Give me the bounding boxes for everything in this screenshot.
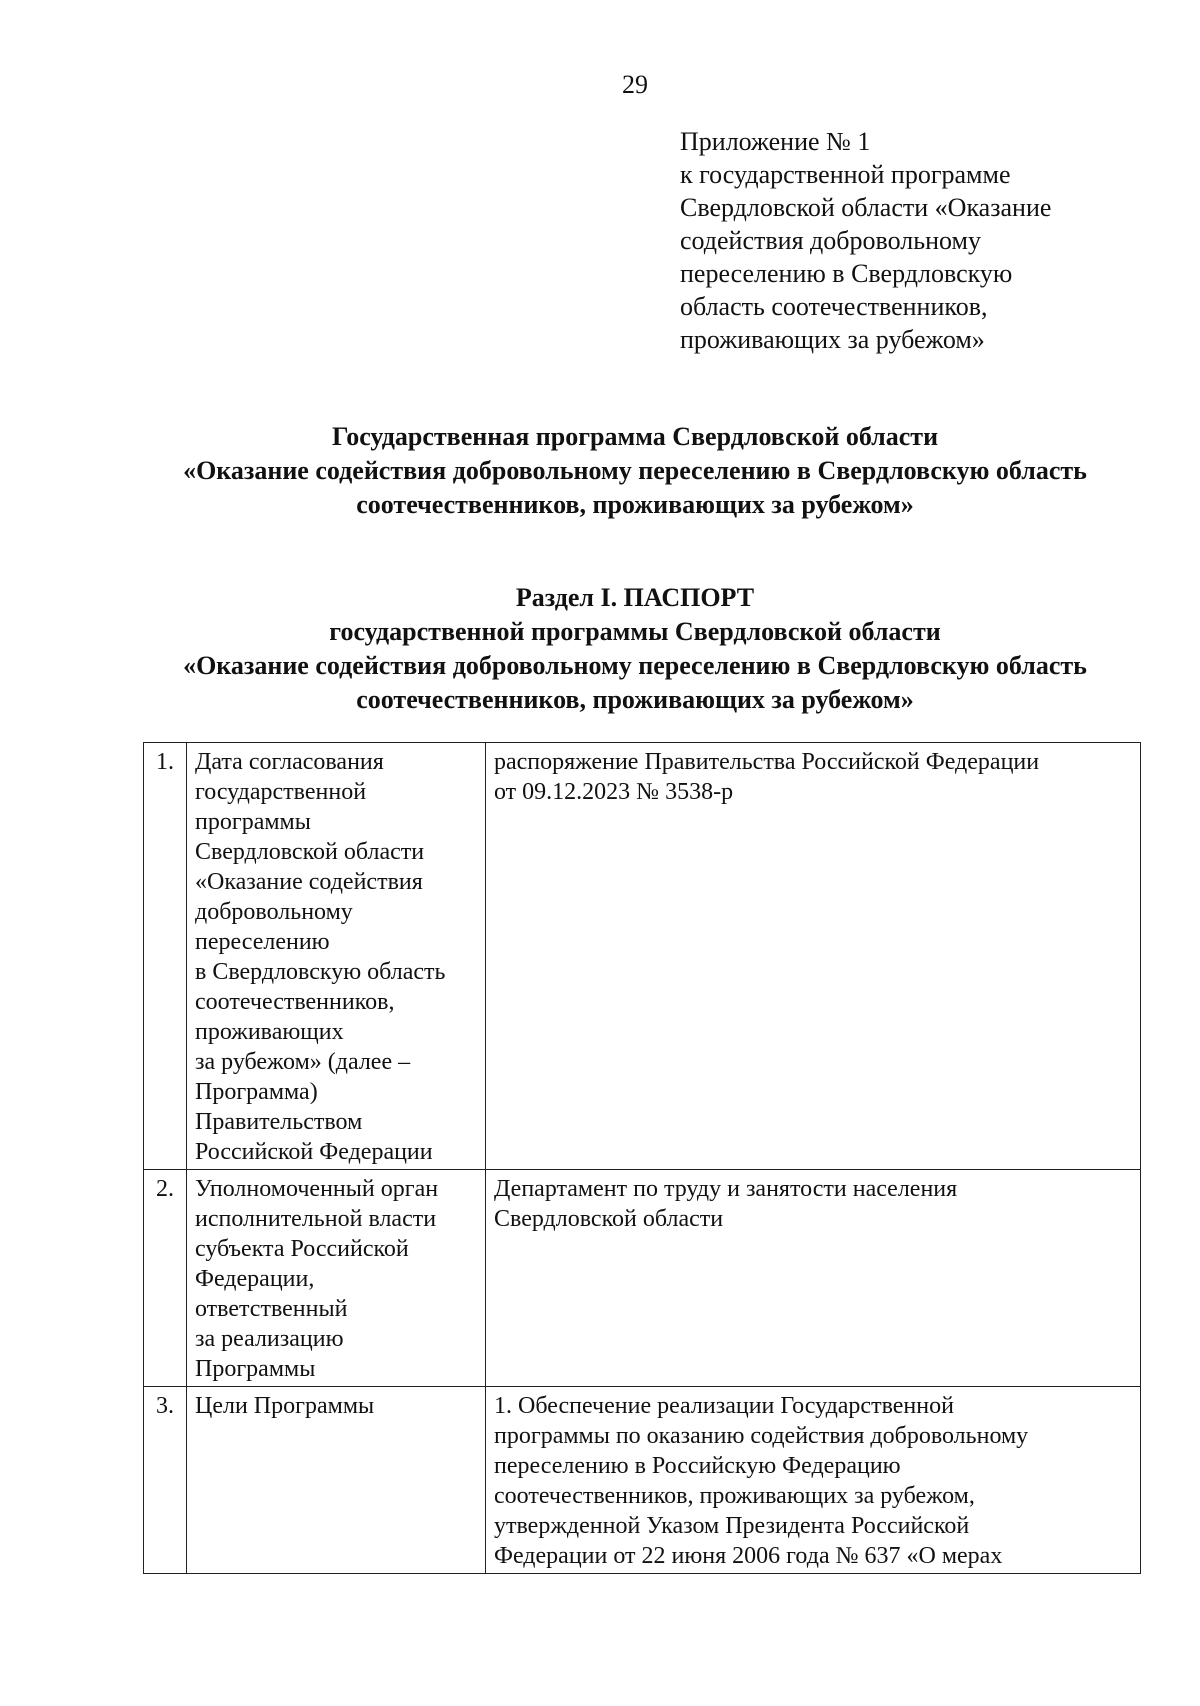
row-number: 3. bbox=[144, 1387, 187, 1574]
label-line: Дата согласования bbox=[195, 749, 384, 775]
program-title bbox=[120, 420, 1150, 522]
appendix-line: переселению в Свердловскую bbox=[680, 259, 1013, 288]
page-number: 29 bbox=[622, 70, 648, 99]
row-label bbox=[187, 1170, 486, 1387]
appendix-line: Свердловской области «Оказание bbox=[680, 193, 1052, 222]
value-line: 1. Обеспечение реализации Государственной bbox=[494, 1393, 954, 1419]
label-line: Программы bbox=[195, 1356, 316, 1382]
label-line: исполнительной власти bbox=[195, 1206, 437, 1232]
label-line: за реализацию bbox=[195, 1326, 344, 1352]
table-row bbox=[144, 1387, 1141, 1574]
label-line: Российской Федерации bbox=[195, 1139, 433, 1165]
row-number: 2. bbox=[144, 1170, 187, 1387]
label-line: переселению bbox=[195, 929, 330, 955]
value-line: программы по оказанию содействия добровольному bbox=[494, 1423, 1029, 1449]
label-line: добровольному bbox=[195, 899, 353, 925]
program-title-line: «Оказание содействия добровольному переселению в Свердловскую область bbox=[183, 456, 1087, 485]
value-line: Департамент по труду и занятости населения bbox=[494, 1176, 958, 1202]
appendix-line: к государственной программе bbox=[680, 160, 1011, 189]
label-line: субъекта Российской bbox=[195, 1236, 409, 1262]
passport-table bbox=[143, 742, 1141, 1574]
label-line: Правительством bbox=[195, 1109, 363, 1135]
label-line: государственной bbox=[195, 779, 367, 805]
label-line: Программа) bbox=[195, 1079, 318, 1105]
table-row bbox=[144, 743, 1141, 1170]
value-line: от 09.12.2023 № 3538-р bbox=[494, 779, 734, 805]
value-line: распоряжение Правительства Российской Федерации bbox=[494, 749, 1040, 775]
label-line: за рубежом» (далее – bbox=[195, 1049, 411, 1075]
value-line: переселению в Российскую Федерацию bbox=[494, 1453, 901, 1479]
table-row bbox=[144, 1170, 1141, 1387]
appendix-line: Приложение № 1 bbox=[680, 127, 871, 156]
label-line: программы bbox=[195, 809, 311, 835]
row-number: 1. bbox=[144, 743, 187, 1170]
value-line: соотечественников, проживающих за рубежом, bbox=[494, 1483, 975, 1509]
appendix-line: проживающих за рубежом» bbox=[680, 325, 985, 354]
label-line: Свердловской области bbox=[195, 839, 425, 865]
appendix-line: область соотечественников, bbox=[680, 292, 988, 321]
section-title-line: соотечественников, проживающих за рубежом» bbox=[356, 685, 914, 714]
section-title-line: «Оказание содействия добровольному переселению в Свердловскую область bbox=[183, 651, 1087, 680]
row-label bbox=[187, 743, 486, 1170]
row-value bbox=[486, 743, 1141, 1170]
label-line: соотечественников, bbox=[195, 989, 395, 1015]
section-title bbox=[120, 581, 1150, 717]
appendix-line: содействия добровольному bbox=[680, 226, 981, 255]
label-line: «Оказание содействия bbox=[195, 869, 423, 895]
section-title-line: государственной программы Свердловской области bbox=[329, 617, 941, 646]
row-value bbox=[486, 1170, 1141, 1387]
label-line: Цели Программы bbox=[195, 1393, 375, 1419]
row-value bbox=[486, 1387, 1141, 1574]
program-title-line: Государственная программа Свердловской области bbox=[331, 422, 939, 451]
row-label bbox=[187, 1387, 486, 1574]
value-line: Свердловской области bbox=[494, 1206, 724, 1232]
value-line: утвержденной Указом Президента Российской bbox=[494, 1513, 970, 1539]
program-title-line: соотечественников, проживающих за рубежом» bbox=[356, 490, 914, 519]
section-title-line: Раздел I. ПАСПОРТ bbox=[515, 583, 755, 612]
label-line: в Свердловскую область bbox=[195, 959, 446, 985]
value-line: Федерации от 22 июня 2006 года № 637 «О мерах bbox=[494, 1543, 1003, 1569]
label-line: Федерации, bbox=[195, 1266, 315, 1292]
label-line: Уполномоченный орган bbox=[195, 1176, 439, 1202]
label-line: проживающих bbox=[195, 1019, 344, 1045]
appendix-header bbox=[680, 125, 1150, 356]
label-line: ответственный bbox=[195, 1296, 348, 1322]
